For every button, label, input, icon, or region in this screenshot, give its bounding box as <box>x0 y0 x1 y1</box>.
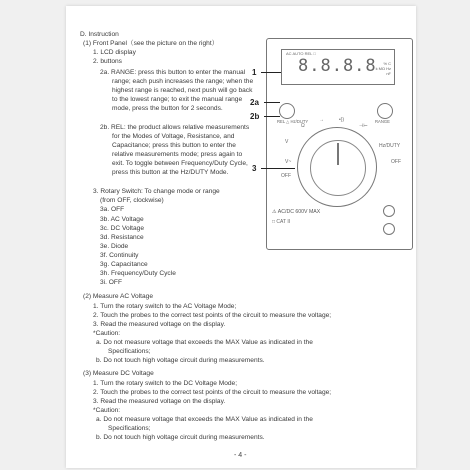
switch-3a: 3a. OFF <box>100 206 125 213</box>
ac-step-3: 3. Read the measured voltage on the display. <box>93 321 226 328</box>
lcd-indicators: AC AUTO REL □ <box>286 51 316 56</box>
dial-mark-hz: Hz/DUTY <box>379 143 401 149</box>
switch-3d: 3d. Resistance <box>100 234 144 241</box>
lcd-display <box>281 49 395 85</box>
dial-mark-v-ac: V~ <box>285 159 292 165</box>
dc-caution-b: b. Do not touch high voltage circuit during measurements. <box>96 434 265 441</box>
switch-3i: 3i. OFF <box>100 279 122 286</box>
ac-caution: *Caution: <box>93 330 121 337</box>
dial-mark-off-right: OFF <box>391 159 401 165</box>
ac-caution-b: b. Do not touch high voltage circuit during measurements. <box>96 357 265 364</box>
ac-step-2: 2. Touch the probes to the correct test points of the circuit to measure the voltage; <box>93 312 332 319</box>
rotary-switch[interactable] <box>297 127 377 207</box>
dc-step-3: 3. Read the measured voltage on the display. <box>93 398 226 405</box>
callout-3-line <box>261 168 295 169</box>
section-heading: D. Instruction <box>80 31 119 38</box>
dc-caution-a-2: Specifications; <box>108 425 151 432</box>
knob-pointer <box>337 143 339 165</box>
callout-2b: 2b <box>250 112 260 121</box>
switch-3h: 3h. Frequency/Duty Cycle <box>100 270 176 277</box>
switch-3e: 3e. Diode <box>100 243 129 250</box>
rel-button[interactable] <box>279 103 295 119</box>
jack-v <box>383 223 395 235</box>
rotary-knob[interactable] <box>310 140 366 196</box>
jack-com <box>383 205 395 217</box>
rotary-line-1: 3. Rotary Switch: To change mode or range <box>93 188 220 195</box>
front-panel-title: (1) Front Panel（see the picture on the right） <box>83 40 219 47</box>
callout-3: 3 <box>252 164 257 173</box>
rel-line-3: Capacitance; press this button to enter the <box>112 142 236 149</box>
dial-mark-continuity: •)) <box>339 117 345 123</box>
range-button-label: RANGE <box>375 119 390 124</box>
rel-line-5: exit. To toggle between Frequency/Duty Cycle, <box>112 160 248 167</box>
lcd-unit-2: k MΩ Hz <box>375 66 391 71</box>
ac-heading: (2) Measure AC Voltage <box>83 293 154 300</box>
dc-step-2: 2. Touch the probes to the correct test points of the circuit to measure the voltage; <box>93 389 332 396</box>
item-lcd: 1. LCD display <box>93 49 136 56</box>
range-line-1: 2a. RANGE: press this button to enter the manual <box>100 69 246 76</box>
dc-heading: (3) Measure DC Voltage <box>83 370 154 377</box>
ac-step-1: 1. Turn the rotary switch to the AC Voltage Mode; <box>93 303 237 310</box>
lcd-units <box>376 61 391 76</box>
dial-mark-off: OFF <box>281 173 291 179</box>
range-line-2: range; each push increases the range; when the <box>112 78 254 85</box>
rel-line-2: for the Modes of Voltage, Resistance, and <box>112 133 235 140</box>
ac-caution-a-1: a. Do not measure voltage that exceeds the MAX Value as indicated in the <box>96 339 313 346</box>
range-line-4: to the lowest range; to exit the manual range <box>112 96 243 103</box>
switch-3f: 3f. Continuity <box>100 252 139 259</box>
item-buttons: 2. buttons <box>93 58 122 65</box>
page-number: - 4 - <box>234 452 247 459</box>
rel-line-6: press this button at the Hz/DUTY Mode. <box>112 169 229 176</box>
callout-2b-line <box>264 116 280 117</box>
switch-3g: 3g. Capacitance <box>100 261 148 268</box>
lcd-digits: 8.8.8.8 <box>298 56 377 76</box>
callout-1: 1 <box>252 68 257 77</box>
lcd-unit-3: nF <box>386 71 391 76</box>
rel-line-4: relative measurements mode; press again to <box>112 151 243 158</box>
rel-line-1: 2b. REL: the product allows relative measurements <box>100 124 250 131</box>
callout-2a-line <box>264 102 280 103</box>
dc-step-1: 1. Turn the rotary switch to the DC Voltage Mode; <box>93 380 238 387</box>
callout-2a: 2a <box>250 98 259 107</box>
range-button[interactable] <box>377 103 393 119</box>
dial-mark-capacitance: ⊣⊢ <box>359 123 368 129</box>
dial-mark-diode: → <box>319 117 324 123</box>
rotary-line-2: (from OFF, clockwise) <box>100 197 164 204</box>
rel-button-label: REL △ Hz/DUTY <box>277 119 309 124</box>
max-voltage-warning: ⚠ AC/DC 600V MAX <box>272 209 321 215</box>
manual-page <box>66 6 416 468</box>
dc-caution: *Caution: <box>93 407 121 414</box>
dial-mark-ohm: Ω <box>301 123 305 129</box>
lcd-unit-1: % C <box>383 61 391 66</box>
switch-3b: 3b. AC Voltage <box>100 216 144 223</box>
dc-caution-a-1: a. Do not measure voltage that exceeds the MAX Value as indicated in the <box>96 416 313 423</box>
multimeter-illustration <box>266 38 413 250</box>
ac-caution-a-2: Specifications; <box>108 348 151 355</box>
range-line-3: highest range is reached, next push will go back <box>112 87 253 94</box>
dial-mark-v: V <box>285 139 289 145</box>
range-line-5: mode, press the button for 2 seconds. <box>112 105 223 112</box>
callout-1-line <box>261 72 281 73</box>
switch-3c: 3c. DC Voltage <box>100 225 144 232</box>
safety-marks: □ CAT II <box>272 219 291 225</box>
